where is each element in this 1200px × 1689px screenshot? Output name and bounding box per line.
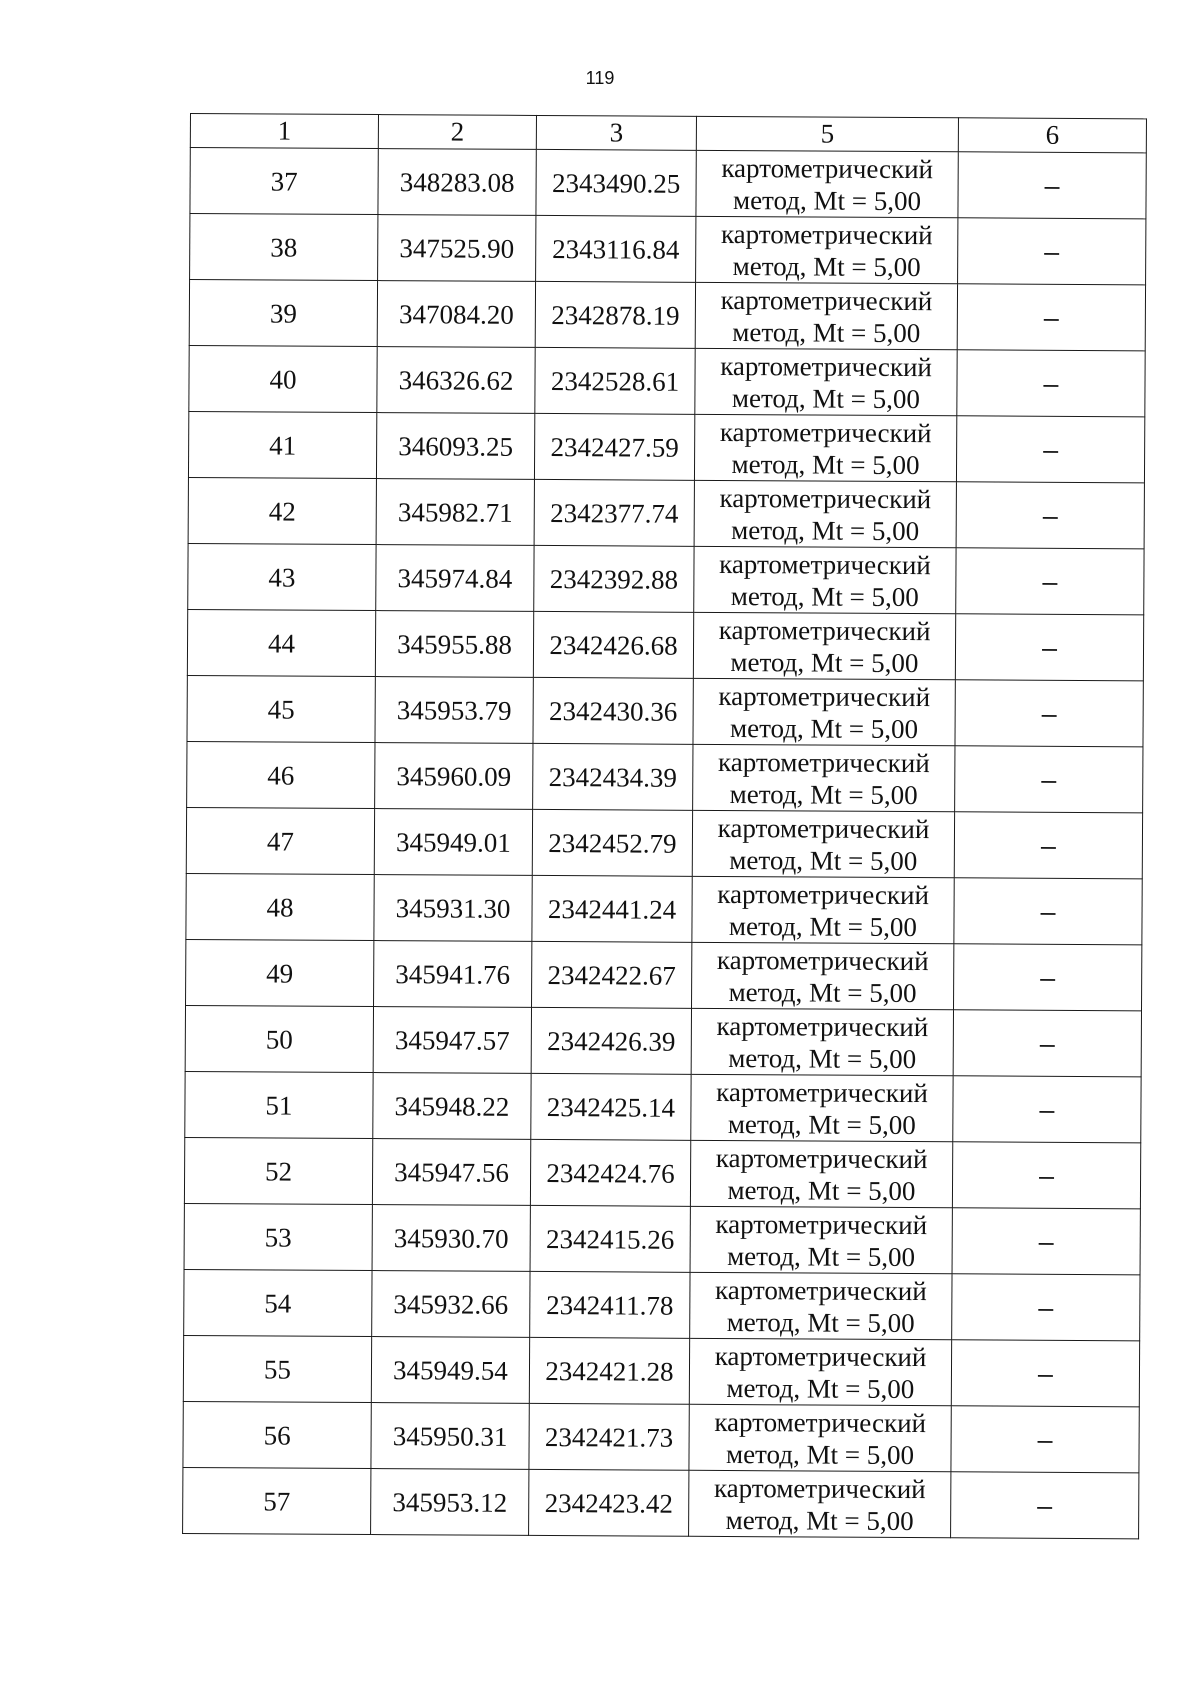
header-col-6: 6 <box>958 118 1146 153</box>
point-number-cell: 54 <box>184 1269 372 1336</box>
point-number-cell: 56 <box>183 1401 371 1468</box>
table-row <box>185 1005 1141 1076</box>
method-line-2: метод, Mt = 5,00 <box>725 1438 915 1470</box>
method-line-1: картометрический <box>720 284 933 316</box>
method-cell <box>692 810 954 877</box>
table-row <box>184 1203 1140 1274</box>
header-col-5: 5 <box>696 116 958 151</box>
note-cell: – <box>953 1076 1141 1143</box>
y-coordinate-cell: 2342415.26 <box>530 1205 690 1272</box>
x-coordinate-cell: 345932.66 <box>372 1271 530 1338</box>
method-line-1: картометрический <box>720 350 933 382</box>
note-cell: – <box>955 680 1143 747</box>
method-cell <box>695 282 957 349</box>
method-line-2: метод, Mt = 5,00 <box>729 844 918 876</box>
x-coordinate-cell: 345947.57 <box>373 1007 531 1074</box>
note-cell: – <box>951 1472 1139 1539</box>
note-cell: – <box>956 416 1144 483</box>
point-number-cell: 47 <box>186 807 374 874</box>
method-cell <box>689 1338 951 1405</box>
table-row <box>188 411 1144 482</box>
x-coordinate-cell: 345960.09 <box>375 743 533 810</box>
method-line-1: картометрический <box>714 1406 927 1438</box>
method-line-1: картометрический <box>719 482 932 514</box>
method-line-2: метод, Mt = 5,00 <box>731 382 920 414</box>
note-cell: – <box>958 152 1146 219</box>
x-coordinate-cell: 345953.12 <box>371 1469 529 1536</box>
table-row <box>183 1467 1139 1538</box>
header-col-2: 2 <box>378 115 536 150</box>
y-coordinate-cell: 2343490.25 <box>536 149 696 216</box>
note-cell: – <box>957 284 1145 351</box>
point-number-cell: 53 <box>184 1203 372 1270</box>
method-line-2: метод, Mt = 5,00 <box>730 646 919 678</box>
x-coordinate-cell: 346093.25 <box>376 413 534 480</box>
y-coordinate-cell: 2342441.24 <box>532 875 692 942</box>
y-coordinate-cell: 2342377.74 <box>534 479 694 546</box>
x-coordinate-cell: 347525.90 <box>378 215 536 282</box>
method-cell <box>689 1470 951 1537</box>
table-row <box>190 148 1146 219</box>
x-coordinate-cell: 345931.30 <box>374 875 532 942</box>
method-cell <box>695 348 957 415</box>
x-coordinate-cell: 345982.71 <box>376 479 534 546</box>
y-coordinate-cell: 2342424.76 <box>530 1139 690 1206</box>
table-row <box>183 1335 1139 1406</box>
point-number-cell: 40 <box>189 345 377 412</box>
method-cell <box>693 744 955 811</box>
x-coordinate-cell: 345949.54 <box>371 1337 529 1404</box>
method-line-1: картометрический <box>716 1010 929 1042</box>
x-coordinate-cell: 348283.08 <box>378 149 536 216</box>
x-coordinate-cell: 345953.79 <box>375 677 533 744</box>
x-coordinate-cell: 345949.01 <box>374 809 532 876</box>
method-line-1: картометрический <box>719 416 932 448</box>
note-cell: – <box>951 1406 1139 1473</box>
method-line-1: картометрический <box>713 1472 926 1504</box>
point-number-cell: 42 <box>188 477 376 544</box>
point-number-cell: 37 <box>190 148 378 215</box>
x-coordinate-cell: 345930.70 <box>372 1205 530 1272</box>
y-coordinate-cell: 2342421.28 <box>529 1337 689 1404</box>
table-row <box>188 477 1144 548</box>
note-cell: – <box>952 1208 1140 1275</box>
method-line-1: картометрический <box>718 680 931 712</box>
y-coordinate-cell: 2342430.36 <box>533 677 693 744</box>
y-coordinate-cell: 2342427.59 <box>534 413 694 480</box>
note-cell: – <box>956 548 1144 615</box>
method-line-2: метод, Mt = 5,00 <box>732 250 921 282</box>
point-number-cell: 51 <box>185 1071 373 1138</box>
note-cell: – <box>955 746 1143 813</box>
method-cell <box>689 1404 951 1471</box>
page-number: 119 <box>585 68 615 88</box>
point-number-cell: 57 <box>183 1467 371 1534</box>
point-number-cell: 48 <box>186 873 374 940</box>
x-coordinate-cell: 345955.88 <box>375 611 533 678</box>
y-coordinate-cell: 2342411.78 <box>530 1271 690 1338</box>
method-line-1: картометрический <box>718 614 931 646</box>
point-number-cell: 55 <box>183 1335 371 1402</box>
method-cell <box>696 216 958 283</box>
method-cell <box>691 1008 953 1075</box>
coordinates-table <box>182 113 1147 1539</box>
note-cell: – <box>951 1340 1139 1407</box>
point-number-cell: 41 <box>188 411 376 478</box>
note-cell: – <box>954 812 1142 879</box>
method-line-1: картометрический <box>716 1076 928 1108</box>
method-line-1: картометрический <box>715 1274 927 1306</box>
method-cell <box>690 1272 952 1339</box>
y-coordinate-cell: 2342878.19 <box>535 281 695 348</box>
method-line-1: картометрический <box>720 218 933 250</box>
point-number-cell: 49 <box>186 939 374 1006</box>
note-cell: – <box>958 218 1146 285</box>
method-line-1: картометрический <box>717 812 930 844</box>
method-line-1: картометрический <box>715 1208 928 1240</box>
method-line-2: метод, Mt = 5,00 <box>728 1042 917 1074</box>
note-cell: – <box>955 614 1143 681</box>
x-coordinate-cell: 345948.22 <box>373 1073 531 1140</box>
header-col-3: 3 <box>536 115 696 150</box>
method-line-1: картометрический <box>717 878 930 910</box>
x-coordinate-cell: 345941.76 <box>374 941 532 1008</box>
note-cell: – <box>952 1142 1140 1209</box>
method-line-1: картометрический <box>721 152 934 184</box>
method-line-1: картометрический <box>719 548 931 580</box>
point-number-cell: 38 <box>190 214 378 281</box>
point-number-cell: 52 <box>184 1137 372 1204</box>
y-coordinate-cell: 2342426.39 <box>531 1007 691 1074</box>
method-line-2: метод, Mt = 5,00 <box>726 1372 915 1404</box>
method-cell <box>694 414 956 481</box>
table-header-row <box>190 114 1146 153</box>
x-coordinate-cell: 345974.84 <box>376 545 534 612</box>
method-line-2: метод, Mt = 5,00 <box>728 976 917 1008</box>
method-line-1: картометрический <box>716 944 929 976</box>
table-row <box>189 280 1145 351</box>
y-coordinate-cell: 2342392.88 <box>534 545 694 612</box>
note-cell: – <box>956 482 1144 549</box>
note-cell: – <box>954 944 1142 1011</box>
method-line-2: метод, Mt = 5,00 <box>726 1306 915 1338</box>
method-line-2: метод, Mt = 5,00 <box>727 1108 916 1140</box>
note-cell: – <box>952 1274 1140 1341</box>
point-number-cell: 50 <box>185 1005 373 1072</box>
table-row <box>186 807 1142 878</box>
method-line-2: метод, Mt = 5,00 <box>731 448 920 480</box>
point-number-cell: 46 <box>187 741 375 808</box>
table-row <box>190 214 1146 285</box>
y-coordinate-cell: 2342452.79 <box>532 809 692 876</box>
note-cell: – <box>953 1010 1141 1077</box>
table-row <box>184 1269 1140 1340</box>
table-row <box>188 543 1144 614</box>
x-coordinate-cell: 346326.62 <box>377 347 535 414</box>
y-coordinate-cell: 2342422.67 <box>532 941 692 1008</box>
y-coordinate-cell: 2342528.61 <box>535 347 695 414</box>
method-line-2: метод, Mt = 5,00 <box>731 514 920 546</box>
table-row <box>185 1071 1141 1142</box>
y-coordinate-cell: 2342434.39 <box>533 743 693 810</box>
table-row <box>186 939 1142 1010</box>
point-number-cell: 45 <box>187 675 375 742</box>
method-line-2: метод, Mt = 5,00 <box>729 778 918 810</box>
method-cell <box>691 1074 953 1141</box>
y-coordinate-cell: 2342425.14 <box>531 1073 691 1140</box>
y-coordinate-cell: 2342426.68 <box>533 611 693 678</box>
method-cell <box>696 150 958 217</box>
method-line-1: картометрический <box>717 746 930 778</box>
header-col-1: 1 <box>190 114 378 149</box>
table-row <box>187 675 1143 746</box>
method-line-1: картометрический <box>715 1142 928 1174</box>
y-coordinate-cell: 2342423.42 <box>529 1469 689 1536</box>
point-number-cell: 44 <box>187 609 375 676</box>
table-row <box>186 873 1142 944</box>
table-row <box>183 1401 1139 1472</box>
method-cell <box>693 678 955 745</box>
x-coordinate-cell: 345947.56 <box>372 1139 530 1206</box>
method-cell <box>694 480 956 547</box>
table-body <box>183 148 1147 1539</box>
method-line-2: метод, Mt = 5,00 <box>727 1240 916 1272</box>
method-cell <box>690 1206 952 1273</box>
x-coordinate-cell: 347084.20 <box>377 281 535 348</box>
method-cell <box>692 942 954 1009</box>
table-row <box>184 1137 1140 1208</box>
table-row <box>187 609 1143 680</box>
method-line-2: метод, Mt = 5,00 <box>728 910 918 942</box>
method-cell <box>693 612 955 679</box>
method-line-1: картометрический <box>714 1340 927 1372</box>
method-line-2: метод, Mt = 5,00 <box>725 1504 914 1536</box>
method-line-2: метод, Mt = 5,00 <box>727 1174 916 1206</box>
method-line-2: метод, Mt = 5,00 <box>732 316 921 348</box>
method-line-2: метод, Mt = 5,00 <box>732 184 922 216</box>
x-coordinate-cell: 345950.31 <box>371 1403 529 1470</box>
method-cell <box>692 876 954 943</box>
note-cell: – <box>954 878 1142 945</box>
method-cell <box>694 546 956 613</box>
note-cell: – <box>957 350 1145 417</box>
method-line-2: метод, Mt = 5,00 <box>730 580 919 612</box>
table-row <box>189 345 1145 416</box>
y-coordinate-cell: 2342421.73 <box>529 1403 689 1470</box>
method-cell <box>690 1140 952 1207</box>
point-number-cell: 39 <box>189 280 377 347</box>
point-number-cell: 43 <box>188 543 376 610</box>
table-row <box>187 741 1143 812</box>
method-line-2: метод, Mt = 5,00 <box>730 712 919 744</box>
y-coordinate-cell: 2343116.84 <box>536 215 696 282</box>
